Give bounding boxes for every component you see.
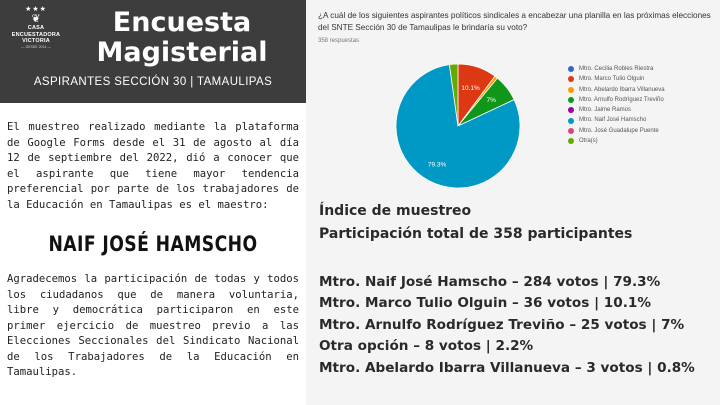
logo-line4: — DESDE 2014 —	[21, 44, 51, 49]
thanks-paragraph: Agradecemos la participación de todas y todos los ciudadanos que de manera voluntaria, libre y democrática participaron en este primer ejercicio de muestreo previo a las Elecciones Seccionales del Sindicato Nacional de los Trabajadores de la Educación en Tamaulipas.	[7, 273, 299, 378]
results-list	[319, 272, 695, 379]
response-count: 358 respuestas	[318, 38, 360, 44]
title-line1: Encuesta	[112, 7, 252, 38]
legend-swatch	[568, 107, 574, 113]
crest-icon: ❦	[31, 13, 41, 25]
right-panel	[306, 0, 720, 405]
result-item: Mtro. Marco Tulio Olguin – 36 votos | 10.1%	[319, 295, 651, 312]
legend-label: Otra(s)	[579, 138, 598, 145]
casa-encuestadora-logo	[8, 6, 64, 49]
logo-line3: VICTORIA	[22, 38, 50, 44]
intro-paragraph: El muestreo realizado mediante la plataforma de Google Forms desde el 31 de agosto al día 12 de septiembre del 2022, dió a conocer que el aspirante que tiene mayor tendencia preferencial por parte de los trabajadores de la Educación en Tamaulipas es el maestro:	[7, 121, 299, 211]
legend-item	[568, 95, 665, 105]
index-title: Índice de muestreo	[319, 203, 472, 219]
result-item: Mtro. Arnulfo Rodríguez Treviño – 25 votos | 7%	[319, 316, 685, 333]
legend-swatch	[568, 128, 574, 134]
page-subtitle: ASPIRANTES SECCIÓN 30 | TAMAULIPAS	[33, 76, 273, 88]
legend-item	[568, 64, 665, 74]
pie-chart	[388, 56, 528, 196]
result-item: Mtro. Abelardo Ibarra Villanueva – 3 votos | 0.8%	[319, 359, 695, 376]
legend-item	[568, 136, 665, 146]
result-item: Otra opción – 8 votos | 2.2%	[319, 338, 534, 355]
legend-label: Mtro. Arnulfo Rodríguez Treviño	[579, 96, 664, 103]
survey-question: ¿A cuál de los siguientes aspirantes políticos sindicales a encabezar una planilla en las próximas elecciones del SNTE Sección 30 de Tamaulipas le brindaría su voto?	[318, 11, 711, 32]
winner-name: NAIF JOSÉ HAMSCHO	[48, 232, 258, 256]
title-line2: Magisterial	[96, 37, 268, 68]
legend-label: Mtro. Naif José Hamscho	[579, 117, 647, 124]
legend-swatch	[568, 87, 574, 93]
logo-line2: ENCUESTADORA	[11, 31, 61, 38]
legend-item	[568, 74, 665, 84]
slice-label: 10.1%	[461, 85, 480, 93]
legend-label: Mtro. Jaime Ramos	[579, 107, 632, 114]
legend-item	[568, 105, 665, 115]
stars-icon: ★★★	[25, 6, 47, 13]
left-panel	[0, 0, 306, 405]
logo-line1: CASA	[27, 25, 45, 31]
slice-label: 79.3%	[427, 161, 447, 169]
legend-swatch	[568, 97, 574, 103]
legend-label: Mtro. Abelardo Ibarra Villanueva	[579, 86, 665, 93]
header-banner	[0, 0, 306, 103]
legend-item	[568, 115, 665, 125]
legend-swatch	[568, 118, 574, 124]
page-title	[66, 8, 298, 68]
legend-swatch	[568, 66, 574, 72]
legend-label: Mtro. Marco Tulio Olguin	[579, 76, 645, 83]
legend-label: Mtro. Cecilia Robles Riestra	[579, 66, 654, 72]
legend-item	[568, 126, 665, 136]
chart-legend	[568, 64, 665, 146]
legend-item	[568, 85, 665, 95]
legend-label: Mtro. José Guadalupe Puente	[579, 127, 659, 134]
result-item: Mtro. Naif José Hamscho – 284 votos | 79.3%	[319, 274, 661, 290]
legend-swatch	[568, 138, 574, 144]
slice-label: 7%	[486, 97, 496, 105]
legend-swatch	[568, 76, 574, 82]
index-total: Participación total de 358 participantes	[319, 226, 633, 242]
